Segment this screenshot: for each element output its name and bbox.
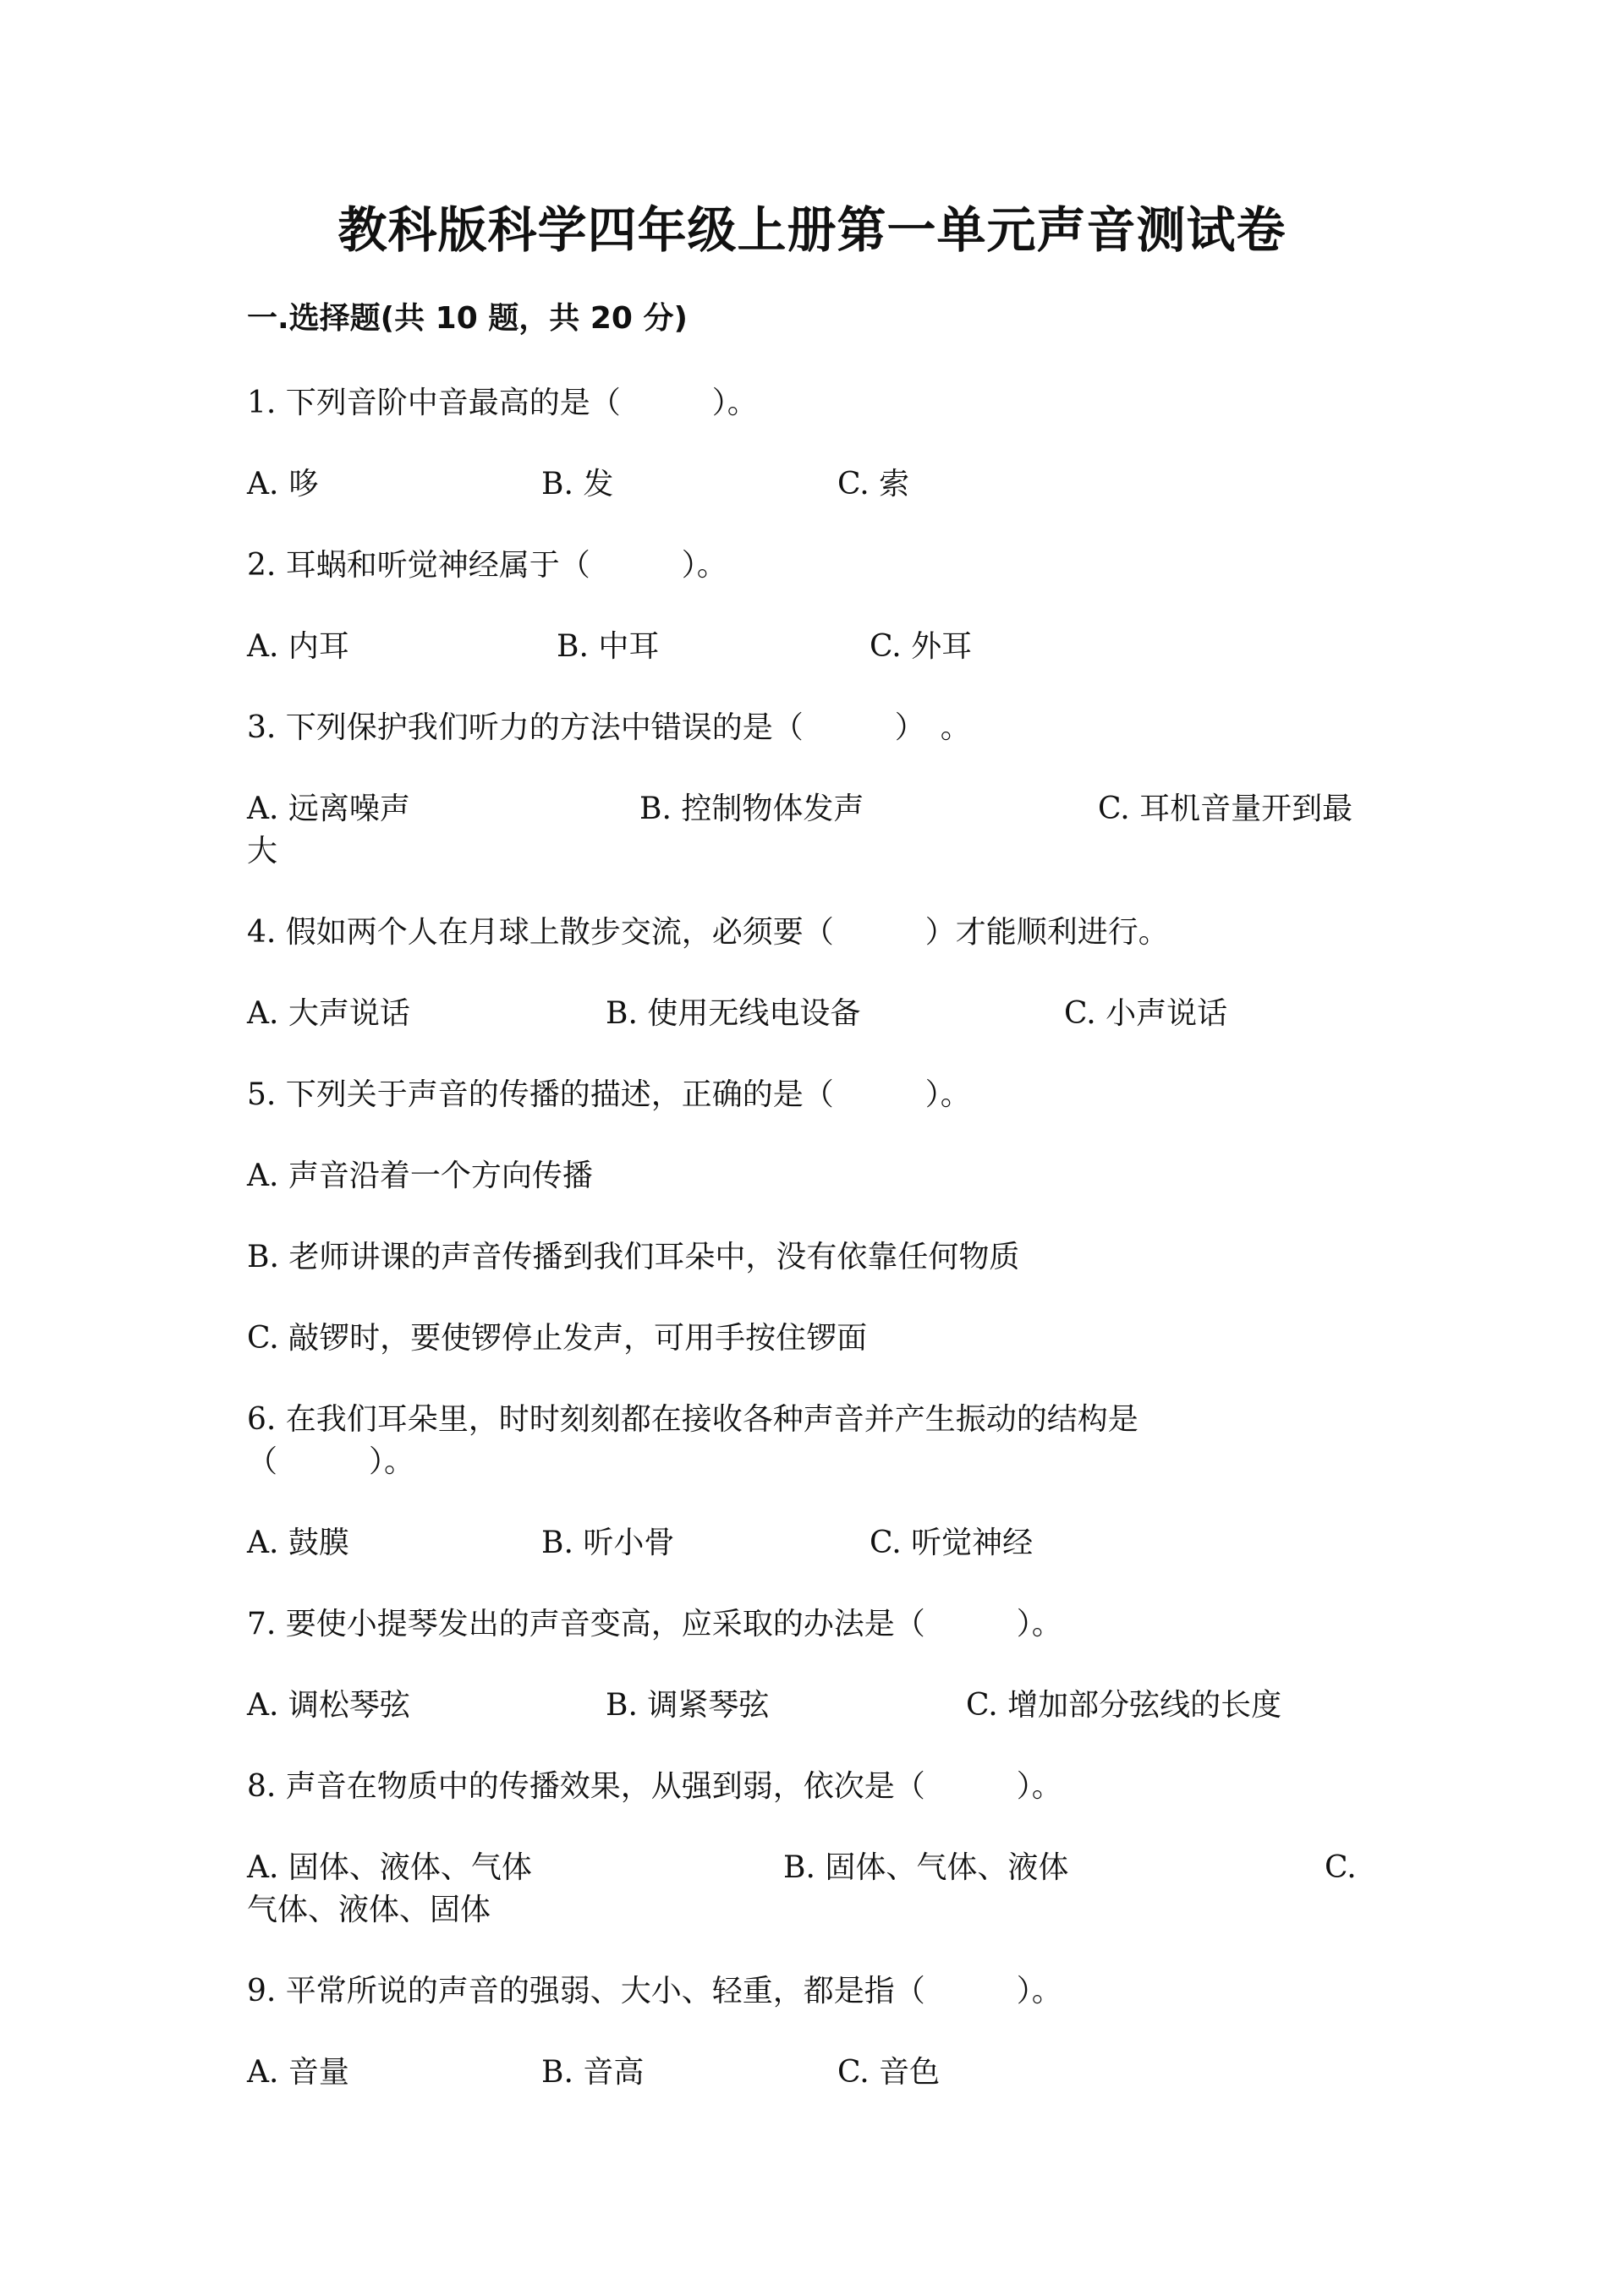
question-3-option-a: A. 远离噪声 <box>247 792 410 826</box>
question-9-option-b: B. 音高 <box>541 2055 645 2090</box>
question-1-option-a: A. 哆 <box>247 467 319 501</box>
question-3-stem: 3. 下列保护我们听力的方法中错误的是（ ） 。 <box>247 710 971 745</box>
question-3-option-c-continued: 大 <box>247 834 278 869</box>
question-4-stem: 4. 假如两个人在月球上散步交流，必须要（ ）才能顺利进行。 <box>247 915 1169 950</box>
question-1-option-c: C. 索 <box>837 467 910 501</box>
question-2-option-c: C. 外耳 <box>870 629 973 664</box>
question-9-option-a: A. 音量 <box>247 2055 349 2090</box>
question-5-stem: 5. 下列关于声音的传播的描述，正确的是（ ）。 <box>247 1077 971 1112</box>
section-heading: 一.选择题(共 10 题，共 20 分) <box>247 301 688 336</box>
question-7-option-c: C. 增加部分弦线的长度 <box>966 1688 1282 1723</box>
question-2-stem: 2. 耳蜗和听觉神经属于（ ）。 <box>247 548 727 583</box>
question-7-option-b: B. 调紧琴弦 <box>606 1688 770 1723</box>
question-1-option-b: B. 发 <box>541 467 614 501</box>
question-8-option-c: C. <box>1325 1850 1357 1885</box>
question-8-option-c-continued: 气体、液体、固体 <box>247 1893 491 1927</box>
question-6-option-a: A. 鼓膜 <box>247 1526 349 1560</box>
question-5-option-b: B. 老师讲课的声音传播到我们耳朵中，没有依靠任何物质 <box>247 1240 1020 1274</box>
question-9-stem: 9. 平常所说的声音的强弱、大小、轻重，都是指（ ）。 <box>247 1974 1062 2008</box>
question-6-stem-continued: （ ）。 <box>247 1444 415 1479</box>
question-9-option-c: C. 音色 <box>837 2055 941 2090</box>
question-2-option-b: B. 中耳 <box>557 629 660 664</box>
question-1-stem: 1. 下列音阶中音最高的是（ ）。 <box>247 386 758 420</box>
question-3-option-c: C. 耳机音量开到最 <box>1098 792 1353 826</box>
question-4-option-c: C. 小声说话 <box>1064 996 1228 1031</box>
question-8-stem: 8. 声音在物质中的传播效果，从强到弱，依次是（ ）。 <box>247 1769 1062 1804</box>
question-6-option-c: C. 听觉神经 <box>870 1526 1034 1560</box>
question-8-option-a: A. 固体、液体、气体 <box>247 1850 532 1885</box>
question-3-option-b: B. 控制物体发声 <box>639 792 864 826</box>
question-4-option-a: A. 大声说话 <box>247 996 410 1031</box>
question-5-option-c: C. 敲锣时，要使锣停止发声，可用手按住锣面 <box>247 1321 868 1356</box>
question-6-stem: 6. 在我们耳朵里，时时刻刻都在接收各种声音并产生振动的结构是 <box>247 1402 1138 1437</box>
question-4-option-b: B. 使用无线电设备 <box>606 996 861 1031</box>
question-7-stem: 7. 要使小提琴发出的声音变高，应采取的办法是（ ）。 <box>247 1607 1062 1641</box>
question-7-option-a: A. 调松琴弦 <box>247 1688 410 1723</box>
question-5-option-a: A. 声音沿着一个方向传播 <box>247 1159 593 1193</box>
question-8-option-b: B. 固体、气体、液体 <box>783 1850 1069 1885</box>
page-title: 教科版科学四年级上册第一单元声音测试卷 <box>337 201 1287 259</box>
question-6-option-b: B. 听小骨 <box>541 1526 675 1560</box>
question-2-option-a: A. 内耳 <box>247 629 349 664</box>
